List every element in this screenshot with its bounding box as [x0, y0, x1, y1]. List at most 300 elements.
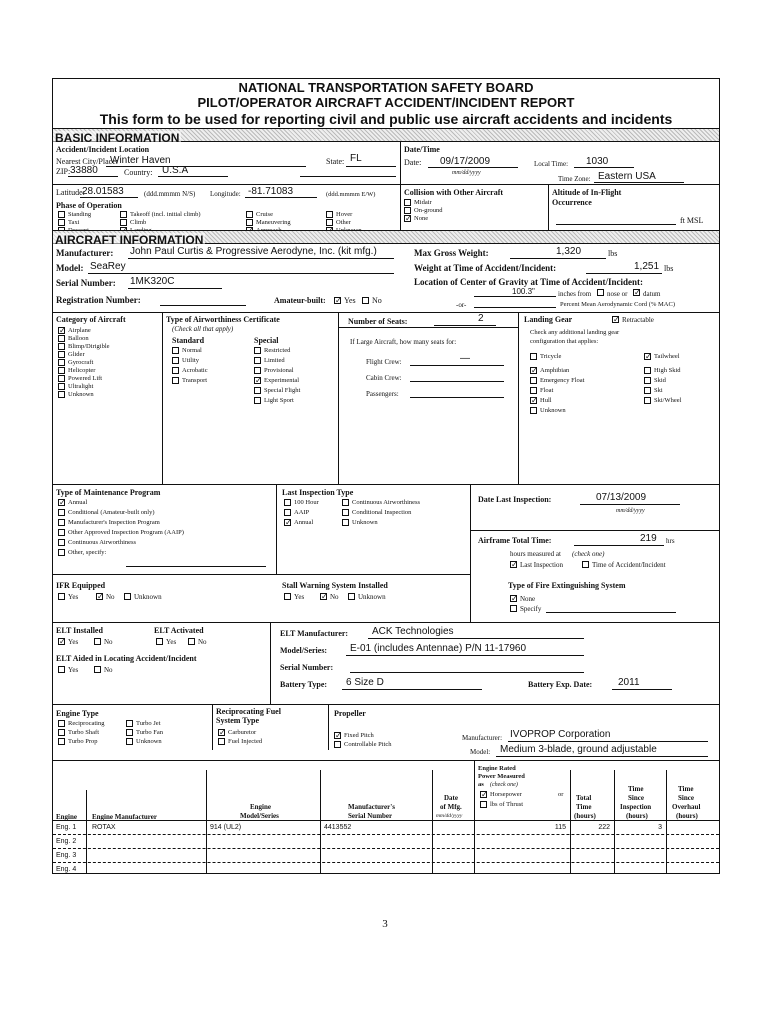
engine-eng-cell: Eng. 2 — [56, 838, 77, 845]
state-label: State: — [326, 157, 345, 166]
airframe-total-label: Airframe Total Time: — [478, 536, 552, 545]
gear-right-label: Tailwheel — [654, 353, 680, 360]
prop-checkbox[interactable]: ✓ — [335, 731, 342, 740]
phase-heading: Phase of Operation — [56, 201, 122, 210]
phases-label: Cruise — [256, 211, 273, 218]
stall-no-checkbox[interactable]: ✓ — [321, 592, 328, 601]
gear-hint-2: configuration that applies: — [530, 338, 599, 345]
col-engine-manufacturer: Engine Manufacturer — [92, 813, 158, 821]
col-power-7: lbs of Thrust — [490, 801, 524, 808]
categories-label: Helicopter — [68, 367, 96, 374]
prop-label: Fixed Pitch — [344, 732, 374, 739]
special-heading: Special — [254, 336, 279, 345]
gear-right-checkbox[interactable] — [644, 377, 651, 384]
battery-type-label: Battery Type: — [280, 680, 328, 689]
gear-left-label: Float — [540, 387, 554, 394]
ifr-unknown-checkbox[interactable] — [124, 593, 131, 600]
ifr-heading: IFR Equipped — [56, 581, 106, 590]
col-power-6: or — [558, 791, 564, 798]
col-ovh-2: Since — [678, 794, 694, 802]
col-serial-2: Serial Number — [348, 812, 393, 820]
amateur-no-label: No — [372, 296, 382, 305]
country-value[interactable]: U.S.A — [162, 165, 189, 176]
retractable-checkbox[interactable]: ✓ — [613, 315, 620, 324]
engine-types-label: Unknown — [136, 738, 162, 745]
landing-gear-heading: Landing Gear — [524, 315, 573, 324]
engine-total-cell[interactable]: 222 — [598, 824, 610, 831]
gear-left-label: Amphibian — [540, 367, 570, 374]
standard-label: Utility — [182, 357, 199, 364]
insp-right-checkbox[interactable] — [342, 509, 349, 516]
phases-label: Maneuvering — [256, 219, 291, 226]
weight-time-label: Weight at Time of Accident/Incident: — [414, 263, 557, 273]
maint-checkbox[interactable] — [58, 549, 65, 556]
engine-eng-cell: Eng. 3 — [56, 852, 77, 859]
insp-left-checkbox[interactable]: ✓ — [285, 518, 292, 527]
max-gross-value[interactable]: 1,320 — [556, 246, 582, 257]
special-label: Experimental — [264, 377, 300, 384]
time-of-accident-checkbox[interactable] — [582, 561, 589, 568]
city-label: Nearest City/Place: — [56, 157, 118, 166]
col-insp-4: (hours) — [626, 812, 648, 820]
elt-manufacturer-label: ELT Manufacturer: — [280, 629, 349, 638]
agency-title: NATIONAL TRANSPORTATION SAFETY BOARD — [238, 80, 534, 95]
standard-checkbox[interactable] — [172, 347, 179, 354]
col-insp-1: Time — [628, 785, 644, 793]
elt-activated-yes-checkbox[interactable] — [156, 638, 163, 645]
longitude-value[interactable]: -81.71083 — [248, 186, 294, 197]
gear-hint-1: Check any additional landing gear — [530, 329, 620, 336]
collisions-label: On-ground — [414, 207, 443, 214]
fire-heading: Type of Fire Extinguishing System — [508, 581, 626, 590]
categories-label: Unknown — [68, 391, 94, 398]
phases-label: Climb — [130, 219, 147, 226]
col-serial-1: Manufacturer's — [348, 803, 395, 811]
phases-checkbox[interactable] — [326, 211, 333, 218]
datetime-heading: Date/Time — [404, 145, 440, 154]
altitude-heading-2: Occurrence — [552, 198, 592, 207]
gear-left-checkbox[interactable] — [530, 387, 537, 394]
standard-label: Transport — [182, 377, 208, 384]
seats-value[interactable]: 2 — [478, 313, 484, 324]
ifr-unknown-label: Unknown — [134, 593, 162, 601]
cg-nose-checkbox[interactable] — [597, 289, 604, 296]
fire-none-checkbox[interactable]: ✓ — [511, 594, 518, 603]
standard-checkbox[interactable] — [172, 357, 179, 364]
elt-manufacturer-value[interactable]: ACK Technologies — [372, 626, 454, 637]
col-ovh-3: Overhaul — [672, 803, 701, 811]
maint-label: Annual — [68, 499, 88, 506]
date-last-inspection-value[interactable]: 07/13/2009 — [596, 492, 647, 503]
fire-specify-checkbox[interactable] — [510, 605, 517, 612]
stall-unknown-checkbox[interactable] — [348, 593, 355, 600]
maint-label: Manufacturer's Inspection Program — [68, 519, 160, 526]
engine-types-label: Turbo Prop — [68, 738, 98, 745]
battery-type-value[interactable]: 6 Size D — [346, 677, 384, 688]
categories-label: Powered Lift — [68, 375, 103, 382]
standard-label: Normal — [182, 347, 202, 354]
elt-installed-yes-checkbox[interactable]: ✓ — [59, 637, 66, 646]
categories-checkbox[interactable] — [58, 351, 65, 358]
zip-label: ZIP: — [56, 167, 71, 176]
engine-eng-cell: Eng. 4 — [56, 866, 77, 873]
prop-manufacturer-label: Manufacturer: — [462, 734, 503, 742]
time-of-accident-option: Time of Accident/Incident — [592, 561, 666, 569]
insp-right-label: Continuous Airworthiness — [352, 499, 421, 506]
engine-types-checkbox[interactable] — [126, 738, 133, 745]
elt-activated-yes-label: Yes — [166, 638, 177, 646]
phases-checkbox[interactable] — [58, 211, 65, 218]
hours-measured-label: hours measured at — [510, 550, 561, 558]
gear-right-label: Ski/Wheel — [654, 397, 682, 404]
gear-left-label: Tricycle — [540, 353, 562, 360]
phases-label: Standing — [68, 211, 92, 218]
elt-aided-yes-label: Yes — [68, 666, 79, 674]
amateur-yes-checkbox[interactable]: ✓ — [335, 296, 342, 305]
serial-label: Serial Number: — [56, 278, 116, 288]
phases-label: Takeoff (incl. initial climb) — [130, 211, 201, 218]
ifr-yes-label: Yes — [68, 593, 79, 601]
categories-checkbox[interactable] — [58, 359, 65, 366]
timezone-label: Time Zone: — [558, 175, 591, 183]
insp-right-checkbox[interactable] — [342, 499, 349, 506]
categories-checkbox[interactable] — [58, 335, 65, 342]
special-checkbox[interactable]: ✓ — [255, 376, 262, 385]
altitude-heading-1: Altitude of In-Flight — [552, 188, 622, 197]
date-last-inspection-label: Date Last Inspection: — [478, 495, 552, 504]
engine-type-heading: Engine Type — [56, 709, 99, 718]
special-label: Light Sport — [264, 397, 294, 404]
power-horsepower-checkbox[interactable]: ✓ — [481, 790, 488, 799]
report-title: PILOT/OPERATOR AIRCRAFT ACCIDENT/INCIDENT REPORT — [197, 95, 575, 110]
gear-left-checkbox[interactable] — [530, 377, 537, 384]
last-inspection-type-heading: Last Inspection Type — [282, 488, 354, 497]
col-power-3: as — [478, 781, 484, 788]
cg-datum-label: datum — [643, 290, 661, 298]
weight-time-value[interactable]: 1,251 — [634, 261, 660, 272]
categories-checkbox[interactable] — [58, 383, 65, 390]
cg-or: -or- — [456, 301, 467, 309]
engine-model-cell[interactable]: 914 (UL2) — [210, 824, 242, 831]
local-time-value[interactable]: 1030 — [586, 156, 609, 167]
recip-fuel-heading-1: Reciprocating Fuel — [216, 707, 281, 716]
cg-datum-checkbox[interactable]: ✓ — [634, 288, 641, 297]
prop-checkbox[interactable] — [334, 741, 341, 748]
engine-types-checkbox[interactable] — [58, 720, 65, 727]
collisions-checkbox[interactable] — [404, 199, 411, 206]
categories-checkbox[interactable] — [58, 367, 65, 374]
engine-types-checkbox[interactable] — [58, 738, 65, 745]
battery-exp-label: Battery Exp. Date: — [528, 680, 593, 689]
maint-label: Other Approved Inspection Program (AAIP) — [68, 529, 184, 536]
phases-checkbox[interactable] — [326, 219, 333, 226]
phases-label: Hover — [336, 211, 353, 218]
col-total-2: Time — [576, 803, 592, 811]
special-checkbox[interactable] — [254, 397, 261, 404]
recip-fuel-heading-2: System Type — [216, 716, 260, 725]
engine-types-label: Turbo Jet — [136, 720, 161, 727]
recip-checkbox[interactable]: ✓ — [219, 728, 226, 737]
ifr-no-checkbox[interactable]: ✓ — [97, 592, 104, 601]
fire-none-label: None — [520, 595, 536, 603]
elt-installed-no-label: No — [104, 638, 113, 646]
model-label: Model: — [56, 263, 84, 273]
collisions-checkbox[interactable] — [404, 207, 411, 214]
elt-installed-yes-label: Yes — [68, 638, 79, 646]
categories-checkbox[interactable] — [58, 391, 65, 398]
engine-types-checkbox[interactable] — [126, 729, 133, 736]
phases-checkbox[interactable] — [246, 211, 253, 218]
elt-model-value[interactable]: E-01 (includes Antennae) P/N 11-17960 — [350, 643, 527, 654]
col-insp-3: Inspection — [620, 803, 652, 811]
amateur-yes-label: Yes — [344, 296, 356, 305]
special-label: Provisional — [264, 367, 294, 374]
recip-label: Carburetor — [228, 729, 257, 736]
gear-right-label: Skid — [654, 377, 666, 384]
maint-label: Other, specify: — [68, 549, 107, 556]
latitude-label: Latitude: — [56, 188, 85, 197]
airframe-total-value[interactable]: 219 — [640, 533, 657, 544]
ifr-no-label: No — [106, 593, 115, 601]
elt-aided-yes-checkbox[interactable] — [58, 666, 65, 673]
longitude-label: Longitude: — [210, 190, 241, 198]
col-power-2: Power Measured — [478, 773, 525, 780]
elt-aided-no-checkbox[interactable] — [94, 666, 101, 673]
category-heading: Category of Aircraft — [56, 315, 126, 324]
retractable-label: Retractable — [622, 316, 654, 324]
prop-model-value[interactable]: Medium 3-blade, ground adjustable — [500, 744, 657, 755]
engine-types-checkbox[interactable] — [126, 720, 133, 727]
col-date-3: mm/dd/yyyy — [436, 813, 463, 819]
report-subtitle: This form to be used for reporting civil and public use aircraft accidents and incidents — [99, 111, 673, 127]
col-ovh-1: Time — [678, 785, 694, 793]
special-checkbox[interactable] — [254, 387, 261, 394]
col-total-3: (hours) — [574, 812, 596, 820]
engine-types-label: Turbo Fan — [136, 729, 164, 736]
categories-checkbox[interactable]: ✓ — [59, 326, 66, 335]
zip-value[interactable]: 33880 — [70, 165, 98, 176]
manufacturer-value[interactable]: John Paul Curtis & Progressive Aerodyne, Inc. (kit mfg.) — [130, 246, 377, 257]
country-label: Country: — [124, 168, 153, 177]
airframe-hrs: hrs — [666, 537, 675, 545]
elt-serial-label: Serial Number: — [280, 663, 334, 672]
special-checkbox[interactable] — [254, 367, 261, 374]
elt-installed-no-checkbox[interactable] — [94, 638, 101, 645]
airworthiness-hint: (Check all that apply) — [172, 325, 234, 333]
collisions-checkbox[interactable]: ✓ — [405, 214, 412, 223]
collisions-label: Midair — [414, 199, 432, 206]
date-value[interactable]: 09/17/2009 — [440, 156, 491, 167]
basic-information-heading: BASIC INFORMATION — [55, 131, 180, 145]
insp-left-label: Annual — [294, 519, 314, 526]
col-ovh-4: (hours) — [676, 812, 698, 820]
col-model-2: Model/Series — [240, 812, 279, 820]
insp-right-checkbox[interactable] — [342, 519, 349, 526]
categories-label: Balloon — [68, 335, 89, 342]
hours-measured-hint: (check one) — [572, 550, 605, 558]
special-label: Special Flight — [264, 387, 301, 394]
standard-checkbox[interactable] — [172, 367, 179, 374]
special-checkbox[interactable] — [254, 347, 261, 354]
gear-right-checkbox[interactable] — [644, 367, 651, 374]
col-total-1: Total — [576, 794, 592, 802]
gear-right-checkbox[interactable] — [644, 387, 651, 394]
special-checkbox[interactable] — [254, 357, 261, 364]
altitude-unit: ft MSL — [680, 216, 704, 225]
gear-left-checkbox[interactable] — [530, 407, 537, 414]
manufacturer-label: Manufacturer: — [56, 248, 114, 258]
phases-checkbox[interactable] — [120, 219, 127, 226]
phases-checkbox[interactable] — [120, 211, 127, 218]
insp-left-label: AAIP — [294, 509, 310, 516]
aircraft-information-band — [53, 230, 719, 247]
elt-activated-no-label: No — [198, 638, 207, 646]
fire-specify-label: Specify — [520, 605, 542, 613]
latitude-value[interactable]: 28.01583 — [82, 186, 124, 197]
standard-label: Acrobatic — [182, 367, 208, 374]
engine-types-label: Turbo Shaft — [68, 729, 100, 736]
prop-model-label: Model: — [470, 748, 491, 756]
collision-heading: Collision with Other Aircraft — [404, 188, 504, 197]
model-value[interactable]: SeaRey — [90, 261, 126, 272]
engine-eng-cell: Eng. 1 — [56, 824, 77, 831]
insp-left-label: 100 Hour — [294, 499, 319, 506]
seats-label: Number of Seats: — [348, 317, 408, 326]
state-value[interactable]: FL — [350, 153, 362, 164]
cg-mac-label: Percent Mean Aerodynamic Cord (% MAC) — [560, 301, 675, 308]
engine-insp-cell[interactable]: 3 — [658, 824, 662, 831]
city-value[interactable]: Winter Haven — [110, 155, 171, 166]
insp-right-label: Unknown — [352, 519, 378, 526]
airworthiness-heading: Type of Airworthiness Certificate — [166, 315, 280, 324]
elt-aided-heading: ELT Aided in Locating Accident/Incident — [56, 654, 197, 663]
maint-checkbox[interactable] — [58, 539, 65, 546]
latitude-hint: (ddd.mmmm N/S) — [144, 190, 196, 198]
ifr-yes-checkbox[interactable] — [58, 593, 65, 600]
col-power-1: Engine Rated — [478, 765, 516, 772]
gear-left-checkbox[interactable]: ✓ — [531, 366, 538, 375]
longitude-hint: (ddd.mmmm E/W) — [326, 191, 376, 198]
categories-checkbox[interactable] — [58, 375, 65, 382]
cg-value[interactable]: 100.3" — [512, 287, 535, 296]
battery-exp-value[interactable]: 2011 — [618, 677, 640, 688]
gear-left-label: Emergency Float — [540, 377, 585, 384]
col-date-2: of Mfg. — [440, 803, 462, 811]
amateur-label: Amateur-built: — [274, 296, 326, 305]
propeller-heading: Propeller — [334, 709, 366, 718]
col-power-5: Horsepower — [490, 791, 522, 798]
engine-mfr-cell[interactable]: ROTAX — [92, 824, 116, 831]
flight-crew-value[interactable]: — — [460, 353, 470, 364]
insp-right-label: Conditional Inspection — [352, 509, 412, 516]
standard-checkbox[interactable] — [172, 377, 179, 384]
phases-checkbox[interactable] — [246, 219, 253, 226]
last-inspection-option: Last Inspection — [520, 561, 563, 569]
gear-right-checkbox[interactable] — [644, 397, 651, 404]
registration-label: Registration Number: — [56, 295, 141, 305]
stall-no-label: No — [330, 593, 339, 601]
aircraft-information-heading: AIRCRAFT INFORMATION — [55, 233, 204, 247]
maint-checkbox[interactable] — [58, 519, 65, 526]
phases-label: Taxi — [68, 219, 80, 226]
max-gross-label: Max Gross Weight: — [414, 248, 489, 258]
categories-label: Airplane — [68, 327, 91, 334]
special-label: Limited — [264, 357, 285, 364]
maint-checkbox[interactable] — [58, 509, 65, 516]
elt-installed-heading: ELT Installed — [56, 626, 103, 635]
basic-information-band — [53, 128, 719, 145]
categories-label: Gyrocraft — [68, 359, 94, 366]
page-number: 3 — [382, 918, 388, 930]
gear-left-checkbox[interactable] — [530, 353, 537, 360]
gear-right-checkbox[interactable]: ✓ — [645, 352, 652, 361]
last-inspection-checkbox[interactable]: ✓ — [511, 560, 518, 569]
power-thrust-checkbox[interactable] — [480, 801, 487, 808]
gear-left-checkbox[interactable]: ✓ — [531, 396, 538, 405]
elt-activated-no-checkbox[interactable] — [188, 638, 195, 645]
collisions-label: None — [414, 215, 429, 222]
max-gross-unit: lbs — [608, 249, 618, 258]
gear-left-label: Hull — [540, 397, 552, 404]
stall-yes-checkbox[interactable] — [284, 593, 291, 600]
cabin-crew-label: Cabin Crew: — [366, 374, 402, 382]
cg-nose-label: nose or — [607, 290, 628, 298]
serial-value[interactable]: 1MK320C — [130, 276, 175, 287]
local-time-label: Local Time: — [534, 160, 569, 168]
gear-right-label: High Skid — [654, 367, 681, 374]
insp-left-checkbox[interactable] — [284, 499, 291, 506]
maint-label: Conditional (Amateur-built only) — [68, 509, 155, 516]
elt-aided-no-label: No — [104, 666, 113, 674]
weight-time-unit: lbs — [664, 264, 674, 273]
stall-heading: Stall Warning System Installed — [282, 581, 388, 590]
date-label: Date: — [404, 158, 422, 167]
maintenance-heading: Type of Maintenance Program — [56, 488, 161, 497]
categories-label: Blimp/Dirigible — [68, 343, 110, 350]
stall-yes-label: Yes — [294, 593, 305, 601]
timezone-value[interactable]: Eastern USA — [598, 171, 656, 182]
recip-checkbox[interactable] — [218, 738, 225, 745]
standard-heading: Standard — [172, 336, 205, 345]
maint-checkbox[interactable] — [58, 529, 65, 536]
engine-types-checkbox[interactable] — [58, 729, 65, 736]
insp-left-checkbox[interactable] — [284, 509, 291, 516]
elt-model-label: Model/Series: — [280, 646, 328, 655]
location-heading: Accident/Incident Location — [56, 145, 150, 154]
gear-right-label: Ski — [654, 387, 663, 394]
categories-label: Ultralight — [68, 383, 94, 390]
engine-power-cell[interactable]: 115 — [554, 824, 566, 831]
prop-label: Controllable Pitch — [344, 741, 392, 748]
cg-label: Location of Center of Gravity at Time of Accident/Incident: — [414, 277, 643, 287]
col-date-1: Date — [444, 794, 458, 802]
col-insp-2: Since — [628, 794, 644, 802]
maint-checkbox[interactable]: ✓ — [59, 498, 66, 507]
special-label: Restricted — [264, 347, 291, 354]
elt-activated-heading: ELT Activated — [154, 626, 204, 635]
engine-serial-cell[interactable]: 4413552 — [324, 824, 352, 831]
categories-checkbox[interactable] — [58, 343, 65, 350]
stall-unknown-label: Unknown — [358, 593, 386, 601]
flight-crew-label: Flight Crew: — [366, 358, 402, 366]
col-model-1: Engine — [250, 803, 272, 811]
phases-checkbox[interactable] — [58, 219, 65, 226]
recip-label: Fuel Injected — [228, 738, 263, 745]
cg-inches-from: inches from — [558, 290, 592, 298]
date-hint: mm/dd/yyyy — [452, 170, 481, 176]
prop-manufacturer-value[interactable]: IVOPROP Corporation — [510, 729, 611, 740]
amateur-no-checkbox[interactable] — [362, 297, 369, 304]
